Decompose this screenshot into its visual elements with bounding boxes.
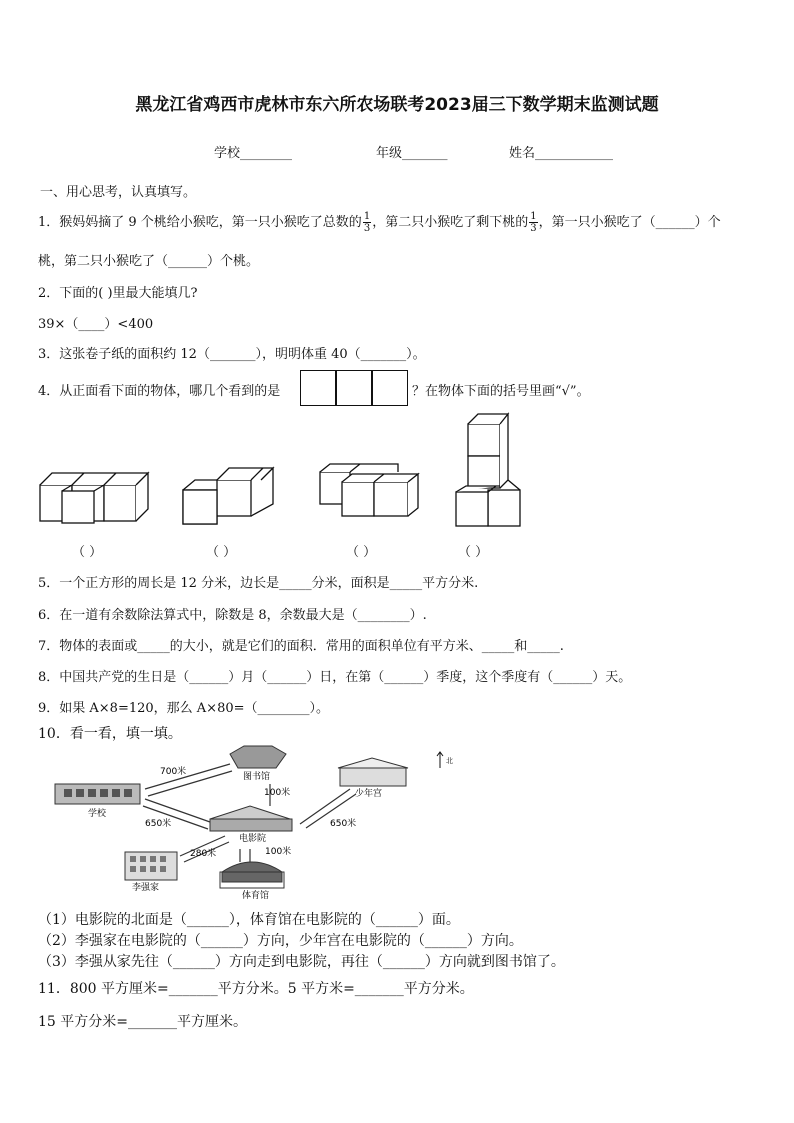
answer-paren-4: （ ） bbox=[458, 545, 489, 560]
name-field: 姓名____________ bbox=[509, 146, 614, 161]
question-3: 3．这张卷子纸的面积约 12（_______），明明体重 40（_______）。 bbox=[38, 347, 426, 362]
distance-youth-cinema: 650米 bbox=[330, 819, 357, 829]
direction-map bbox=[50, 744, 470, 904]
label-cinema: 电影院 bbox=[239, 834, 267, 844]
distance-cinema-stadium: 100米 bbox=[265, 847, 292, 857]
cinema-icon bbox=[210, 819, 292, 831]
distance-school-library: 700米 bbox=[160, 767, 187, 777]
label-li-home: 李强家 bbox=[132, 883, 160, 893]
youth-palace-icon bbox=[340, 768, 406, 786]
distance-school-cinema: 650米 bbox=[145, 819, 172, 829]
school-field: 学校________ bbox=[214, 146, 293, 161]
question-10-part-2: （2）李强家在电影院的（______）方向，少年宫在电影院的（______）方向。 bbox=[38, 933, 523, 949]
question-5: 5．一个正方形的周长是 12 分米，边长是_____分米，面积是_____平方分米. bbox=[38, 576, 479, 591]
question-10-part-1: （1）电影院的北面是（______），体育馆在电影院的（______）面。 bbox=[38, 912, 460, 928]
question-8: 8．中国共产党的生日是（______）月（______）日，在第（______）季度，这个季度有（______）天。 bbox=[38, 670, 632, 685]
label-stadium: 体育馆 bbox=[242, 891, 270, 901]
fraction-one-third: $\frac{1}{3}$ bbox=[530, 211, 537, 234]
label-school: 学校 bbox=[88, 809, 107, 819]
cube-figure-2 bbox=[183, 468, 273, 524]
question-1-line2: 桃，第二只小猴吃了（______）个桃。 bbox=[38, 254, 260, 269]
question-10-title: 10．看一看，填一填。 bbox=[38, 726, 182, 742]
page-title: 黑龙江省鸡西市虎林市东六所农场联考2023届三下数学期末监测试题 bbox=[135, 95, 659, 115]
question-4-text-a: 4．从正面看下面的物体，哪几个看到的是 bbox=[38, 384, 281, 399]
fraction-one-third: $\frac{1}{3}$ bbox=[363, 211, 371, 234]
north-arrow-icon bbox=[437, 752, 443, 768]
question-11: 11．800 平方厘米=_______平方分米。5 平方米=_______平方分米。 bbox=[38, 981, 474, 997]
cube-figure-4 bbox=[456, 414, 520, 526]
distance-home-cinema: 280米 bbox=[190, 849, 217, 859]
answer-paren-1: （ ） bbox=[72, 545, 103, 560]
question-9: 9．如果 A×8=120，那么 A×80=（________）。 bbox=[38, 701, 330, 716]
question-2: 2．下面的( )里最大能填几? bbox=[38, 286, 198, 301]
q1-text-c: ，第一只小猴吃了（______）个 bbox=[538, 215, 721, 230]
answer-paren-3: （ ） bbox=[346, 545, 377, 560]
q1-text-a: 1．猴妈妈摘了 9 个桃给小猴吃，第一只小猴吃了总数的 bbox=[38, 215, 362, 230]
question-2-expression: 39×（____）<400 bbox=[38, 317, 154, 332]
section-heading: 一、用心思考，认真填写。 bbox=[40, 185, 197, 200]
library-icon bbox=[230, 746, 286, 768]
grade-field: 年级_______ bbox=[376, 146, 448, 161]
cube-figure-1 bbox=[40, 473, 148, 523]
question-7: 7．物体的表面或_____的大小，就是它们的面积．常用的面积单位有平方米、_____和_____. bbox=[38, 639, 564, 654]
question-6: 6．在一道有余数除法算式中，除数是 8，余数最大是（________）. bbox=[38, 608, 427, 623]
answer-paren-2: （ ） bbox=[206, 545, 237, 560]
cube-figures bbox=[30, 410, 530, 535]
label-youth-palace: 少年宫 bbox=[355, 789, 383, 799]
three-square-view bbox=[300, 370, 408, 406]
cube-figure-3 bbox=[320, 464, 418, 516]
question-4-text-b: ？在物体下面的括号里画“√”。 bbox=[412, 384, 590, 399]
label-north: 北 bbox=[446, 757, 453, 765]
q1-text-b: ，第二只小猴吃了剩下桃的 bbox=[372, 215, 529, 230]
distance-library-cinema: 100米 bbox=[264, 788, 291, 798]
question-10-part-3: （3）李强从家先往（______）方向走到电影院，再往（______）方向就到图书馆了。 bbox=[38, 954, 565, 970]
question-11-line2: 15 平方分米=_______平方厘米。 bbox=[38, 1014, 247, 1030]
question-1 bbox=[38, 211, 721, 234]
label-library: 图书馆 bbox=[243, 772, 271, 782]
